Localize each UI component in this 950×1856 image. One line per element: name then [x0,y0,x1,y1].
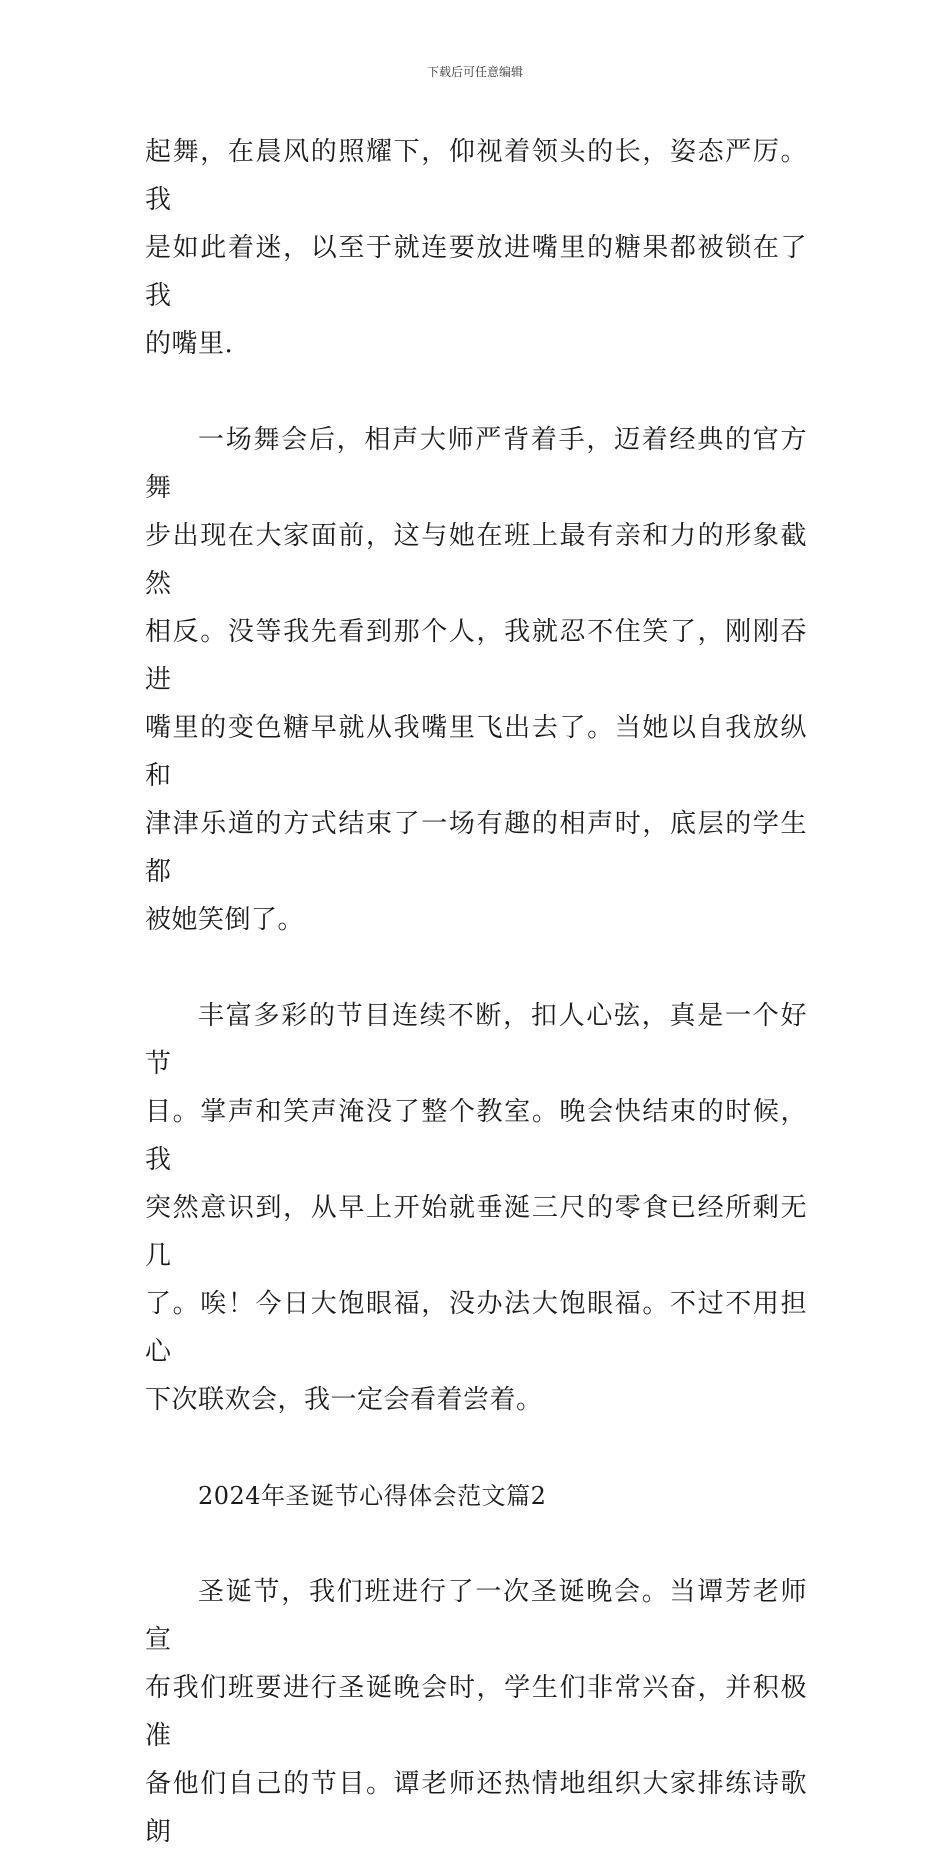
document-body [145,128,807,1856]
text-line: 起舞，在晨风的照耀下，仰视着领头的长，姿态严厉。我 [145,137,807,215]
text-line: 了。唉！今日大饱眼福，没办法大饱眼福。不过不用担心 [145,1289,807,1367]
text-line: 被她笑倒了。 [145,905,305,935]
text-line: 圣诞节，我们班进行了一次圣诞晚会。当谭芳老师宣 [145,1577,807,1655]
paragraph-3 [145,992,807,1424]
text-line: 嘴里的变色糖早就从我嘴里飞出去了。当她以自我放纵和 [145,713,807,791]
text-line: 突然意识到，从早上开始就垂涎三尺的零食已经所剩无几 [145,1193,807,1271]
text-line: 是如此着迷，以至于就连要放进嘴里的糖果都被锁在了我 [145,233,807,311]
text-line: 的嘴里. [145,329,234,359]
text-line: 步出现在大家面前，这与她在班上最有亲和力的形象截然 [145,521,807,599]
paragraph-2 [145,416,807,944]
text-line: 丰富多彩的节目连续不断，扣人心弦，真是一个好节 [145,1001,807,1079]
paragraph-1 [145,128,807,368]
paragraph-4 [145,1568,807,1856]
text-line: 下次联欢会，我一定会看着尝着。 [145,1385,543,1415]
page-header: 下载后可任意编辑 [426,65,523,79]
text-line: 相反。没等我先看到那个人，我就忍不住笑了，刚刚吞进 [145,617,807,695]
text-line: 备他们自己的节目。谭老师还热情地组织大家排练诗歌朗 [145,1769,807,1847]
text-line: 一场舞会后，相声大师严背着手，迈着经典的官方舞 [145,425,807,503]
section-heading: 2024年圣诞节心得体会范文篇2 [198,1482,547,1510]
text-line: 目。掌声和笑声淹没了整个教室。晚会快结束的时候，我 [145,1097,807,1175]
text-line: 津津乐道的方式结束了一场有趣的相声时，底层的学生都 [145,809,807,887]
text-line: 布我们班要进行圣诞晚会时，学生们非常兴奋，并积极准 [145,1673,807,1751]
